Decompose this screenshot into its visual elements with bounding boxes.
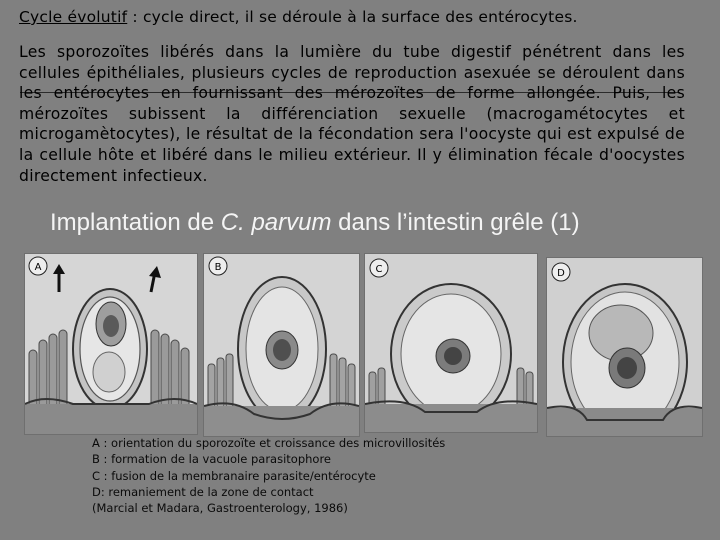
figure-panel-c xyxy=(364,253,538,433)
figure-panel-a xyxy=(24,253,198,435)
cycle-intro-line xyxy=(19,6,709,28)
title-species: C. parvum xyxy=(220,209,332,236)
caption-reference: (Marcial et Madara, Gastroenterology, 1986) xyxy=(92,501,348,516)
panel-b-letter: B xyxy=(214,262,222,273)
panel-d-drawing xyxy=(547,258,702,436)
figure-panel-d xyxy=(546,257,703,437)
caption-line-b: B : formation de la vacuole parasitophore xyxy=(92,452,332,467)
cycle-colon: : xyxy=(127,8,138,26)
panel-c-drawing xyxy=(365,254,537,432)
panel-a-letter: A xyxy=(34,262,42,273)
title-suffix: dans l’intestin grêle (1) xyxy=(331,209,580,236)
panel-c-letter: C xyxy=(375,264,383,275)
cycle-paragraph: Les sporozoïtes libérés dans la lumière du tube digestif pénétrent dans les cellules épithéliales, plusieurs cycles de reproduction asexuée se déroulent dans les entérocytes en fournissant des mérozoïtes de forme allongée. Puis, les mérozoïtes subissent la différenciation sexuelle (macrogamétocytes et microgamètocytes), le résultat de la fécondation sera l'oocyste qui est expulsé de la cellule hôte et libéré dans le milieu extérieur. Il y élimination fécale d'oocystes directement infectieux. xyxy=(19,43,685,185)
caption-line-d: D: remaniement de la zone de contact xyxy=(92,484,314,499)
cycle-label: Cycle évolutif xyxy=(19,8,128,26)
panel-b-drawing xyxy=(204,254,359,436)
panel-a-drawing xyxy=(25,254,197,434)
panel-d-letter: D xyxy=(557,268,565,279)
caption-line-c: C : fusion de la membranaire parasite/entérocyte xyxy=(92,468,376,483)
cycle-description: cycle direct, il se déroule à la surface des entérocytes. xyxy=(137,8,578,26)
figure-caption xyxy=(92,435,552,516)
slide-title xyxy=(50,208,710,238)
title-prefix: Implantation de xyxy=(50,209,221,236)
figure-panel-b xyxy=(203,253,360,437)
caption-line-a: A : orientation du sporozoïte et croissance des microvillosités xyxy=(92,436,446,450)
